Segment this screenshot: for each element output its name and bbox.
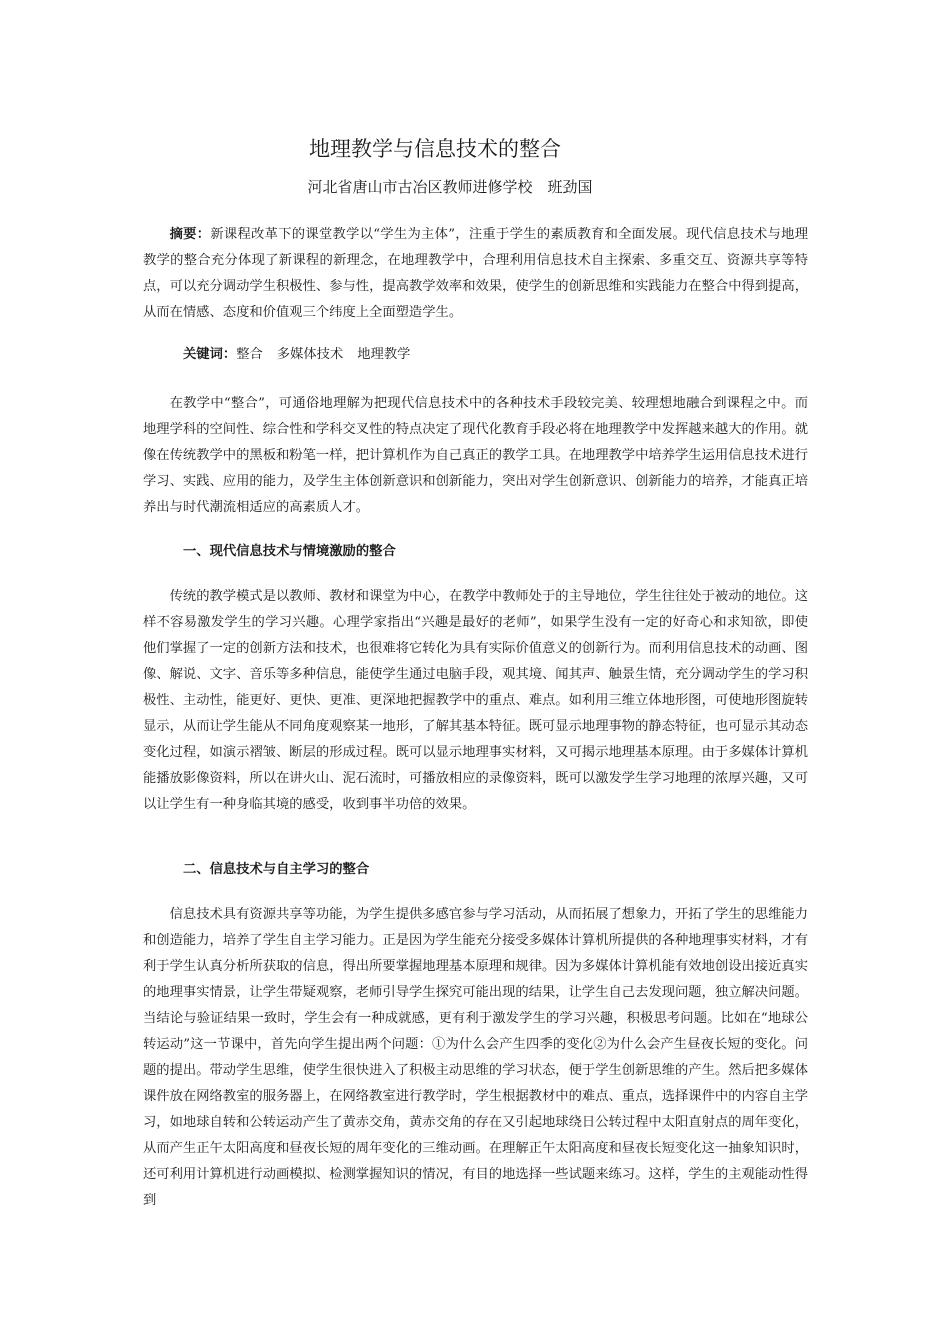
- keywords-label: 关键词：: [183, 347, 237, 362]
- document-title: 地理教学与信息技术的整合: [309, 137, 561, 161]
- section-1-heading: 一、现代信息技术与情境激励的整合: [183, 544, 396, 559]
- abstract-label: 摘要：: [169, 227, 211, 242]
- keywords-line: [183, 342, 803, 368]
- intro-paragraph: 在教学中“整合”，可通俗地理解为把现代信息技术中的各种技术手段较完美、较理想地融合到课程之中。而地理学科的空间性、综合性和学科交叉性的特点决定了现代化教育手段必将在地理教学中发挥越来越大的作用。就像在传统教学中的黑板和粉笔一样，把计算机作为自己真正的教学工具。在地理教学中培养学生运用信息技术进行学习、实践、应用的能力，及学生主体创新意识和创新能力，突出对学生创新意识、创新能力的培养，才能真正培养出与时代潮流相适应的高素质人才。: [143, 396, 808, 515]
- keyword-item: 多媒体技术: [276, 347, 344, 362]
- section-2-paragraph: 信息技术具有资源共享等功能，为学生提供多感官参与学习活动，从而拓展了想象力，开拓了学生的思维能力和创造能力，培养了学生自主学习能力。正是因为学生能充分接受多媒体计算机所提供的各种地理事实材料，才有利于学生认真分析所获取的信息，得出所要掌握地理基本原理和规律。因为多媒体计算机能有效地创设出接近真实的地理事实情景，让学生带疑观察，老师引导学生探究可能出现的结果，让学生自己去发现问题，独立解决问题。当结论与验证结果一致时，学生会有一种成就感，更有利于激发学生的学习兴趣，积极思考问题。比如在“地球公转运动”这一节课中，首先向学生提出两个问题：①为什么会产生四季的变化②为什么会产生昼夜长短的变化。问题的提出。带动学生思维，使学生很快进入了积极主动思维的学习状态，便于学生创新思维的产生。然后把多媒体课件放在网络教室的服务器上，在网络教室进行教学时，学生根据教材中的难点、重点，选择课件中的内容自主学习，如地球自转和公转运动产生了黄赤交角，黄赤交角的存在又引起地球绕日公转过程中太阳直射点的周年变化，从而产生正午太阳高度和昼夜长短的周年变化的三维动画。在理解正午太阳高度和昼夜长短变化这一抽象知识时，还可利用计算机进行动画模拟、检测掌握知识的情况，有目的地选择一些试题来练习。这样，学生的主观能动性得到: [143, 907, 808, 1208]
- keyword-item: 整合: [236, 347, 263, 362]
- author-line: 河北省唐山市古冶区教师进修学校 班劲国: [307, 178, 593, 196]
- section-2-heading: 二、信息技术与自主学习的整合: [183, 862, 370, 877]
- abstract-text: 新课程改革下的课堂教学以“学生为主体”，注重于学生的素质教育和全面发展。现代信息技术与地理教学的整合充分体现了新课程的新理念，在地理教学中，合理利用信息技术自主探索、多重交互、资源共享等特点，可以充分调动学生积极性、参与性，提高教学效率和效果，使学生的创新思维和实践能力在整合中得到提高，从而在情感、态度和价值观三个纬度上全面塑造学生。: [143, 227, 808, 320]
- keyword-item: 地理教学: [357, 347, 411, 362]
- abstract-paragraph: [143, 222, 808, 326]
- section-1-paragraph: 传统的教学模式是以教师、教材和课堂为中心，在教学中教师处于的主导地位，学生往往处于被动的地位。这样不容易激发学生的学习兴趣。心理学家指出“兴趣是最好的老师”，如果学生没有一定的好奇心和求知欲，即使他们掌握了一定的创新方法和技术，也很难将它转化为具有实际价值意义的创新行为。而利用信息技术的动画、图像、解说、文字、音乐等多种信息，能使学生通过电脑手段，观其境、闻其声、触景生情，充分调动学生的学习积极性、主动性，能更好、更快、更准、更深地把握教学中的重点、难点。如利用三维立体地形图，可使地形图旋转显示，从而让学生能从不同角度观察某一地形，了解其基本特征。既可显示地理事物的静态特征，也可显示其动态变化过程，如演示褶皱、断层的形成过程。既可以显示地理事实材料，又可揭示地理基本原理。由于多媒体计算机能播放影像资料，所以在讲火山、泥石流时，可播放相应的录像资料，既可以激发学生学习地理的浓厚兴趣，又可以让学生有一种身临其境的感受，收到事半功倍的效果。: [143, 589, 808, 812]
